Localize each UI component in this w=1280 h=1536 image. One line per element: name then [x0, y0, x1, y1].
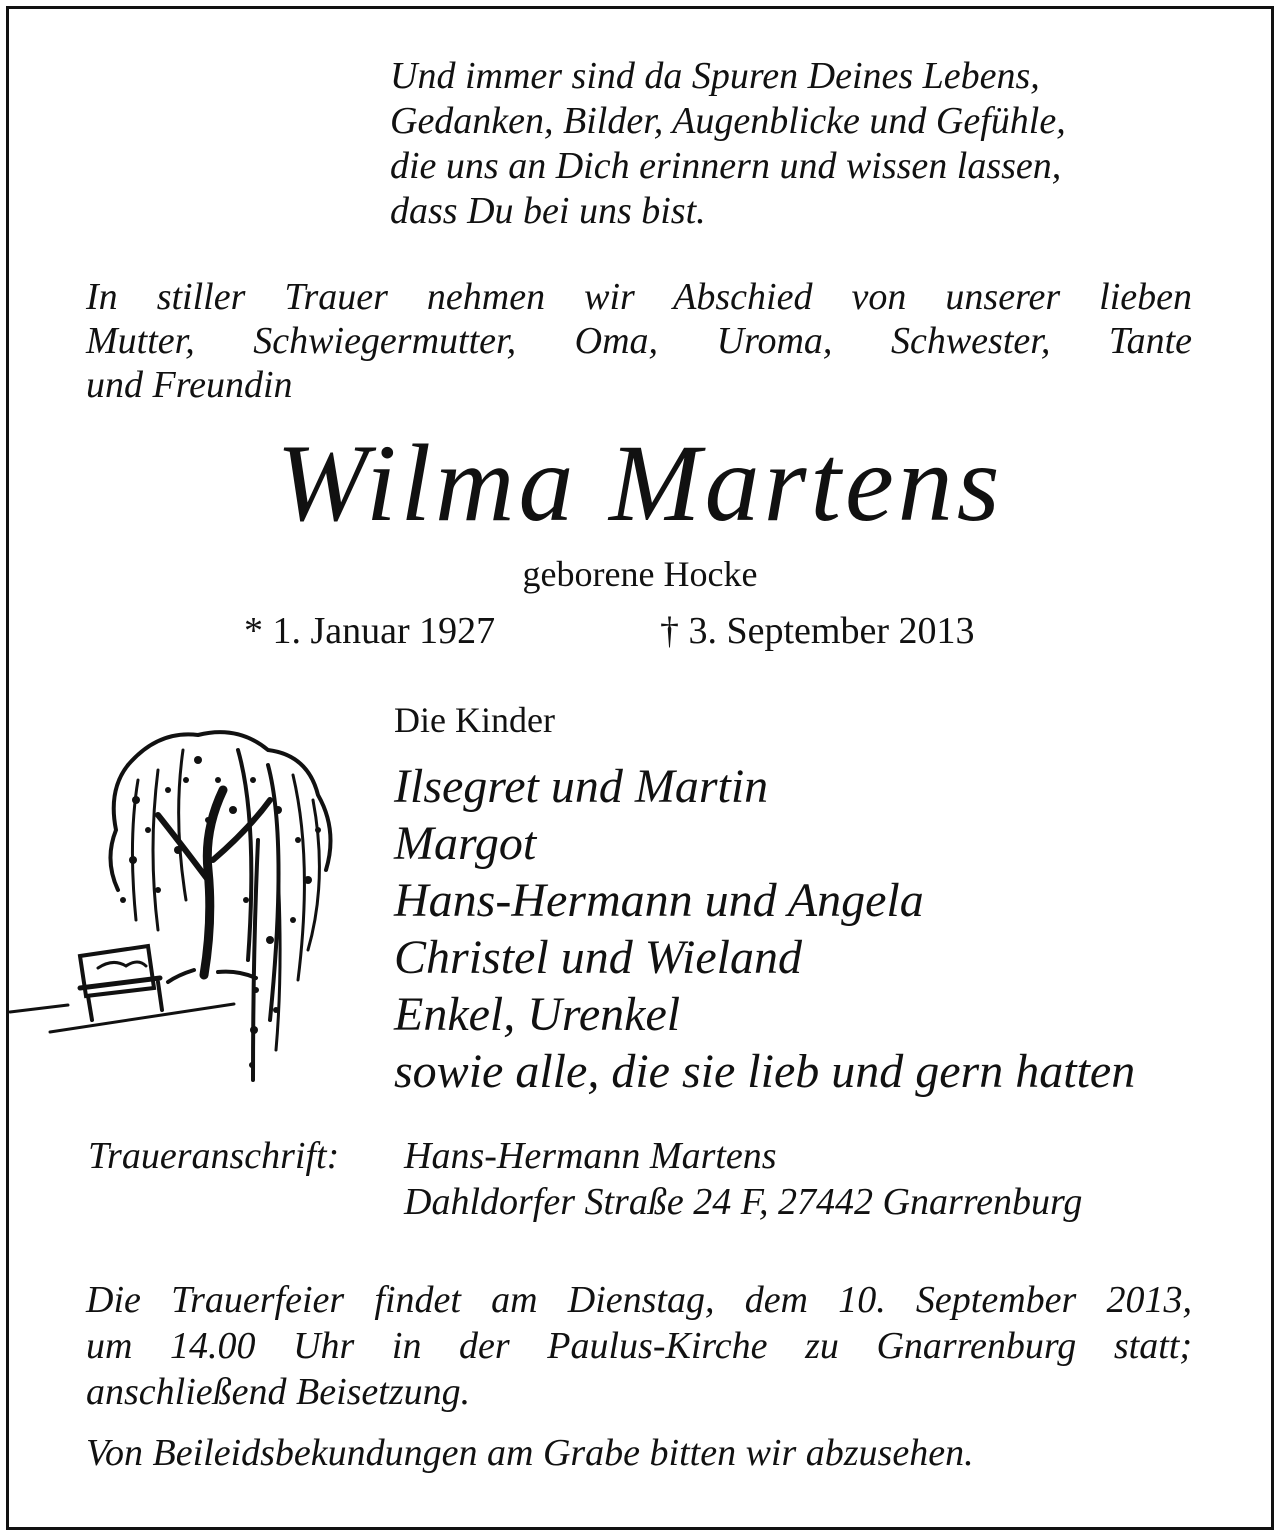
birth-date: * 1. Januar 1927 — [244, 610, 496, 652]
address-line: Dahldorfer Straße 24 F, 27442 Gnarrenburg — [404, 1181, 1083, 1223]
family-member: Ilsegret und Martin — [394, 760, 769, 813]
poem-line: dass Du bei uns bist. — [390, 190, 706, 232]
closing-note: Von Beileidsbekundungen am Grabe bitten wir abzusehen. — [86, 1432, 974, 1474]
service-line: anschließend Beisetzung. — [86, 1371, 471, 1413]
family-member: Christel und Wieland — [394, 931, 802, 984]
poem-line: Und immer sind da Spuren Deines Lebens, — [390, 55, 1040, 97]
intro-text — [86, 275, 1192, 407]
family-member: sowie alle, die sie lieb und gern hatten — [394, 1045, 1136, 1098]
service-line: Die Trauerfeier findet am Dienstag, dem 10. September 2013, — [86, 1279, 1192, 1321]
family-member: Hans-Hermann und Angela — [394, 874, 924, 927]
poem — [390, 54, 1210, 234]
deceased-name: Wilma Martens — [276, 422, 1004, 544]
poem-line: die uns an Dich erinnern und wissen lassen, — [390, 145, 1062, 187]
family-member: Margot — [394, 817, 537, 870]
intro-line: In stiller Trauer nehmen wir Abschied von unserer lieben — [86, 276, 1192, 318]
children-label: Die Kinder — [394, 700, 555, 740]
mourning-address — [404, 1133, 1082, 1225]
address-label: Traueranschrift: — [88, 1135, 340, 1177]
family-list — [394, 758, 1254, 1100]
address-line: Hans-Hermann Martens — [404, 1135, 777, 1177]
service-line: um 14.00 Uhr in der Paulus-Kirche zu Gnarrenburg statt; — [86, 1325, 1192, 1367]
funeral-service-text — [86, 1277, 1192, 1415]
poem-line: Gedanken, Bilder, Augenblicke und Gefühle, — [390, 100, 1066, 142]
weeping-willow-and-bench-icon — [8, 720, 358, 1100]
intro-line: Mutter, Schwiegermutter, Oma, Uroma, Schwester, Tante — [86, 320, 1192, 362]
family-member: Enkel, Urenkel — [394, 988, 681, 1041]
intro-line: und Freundin — [86, 364, 293, 406]
death-date: † 3. September 2013 — [660, 610, 975, 652]
maiden-name: geborene Hocke — [522, 554, 758, 594]
